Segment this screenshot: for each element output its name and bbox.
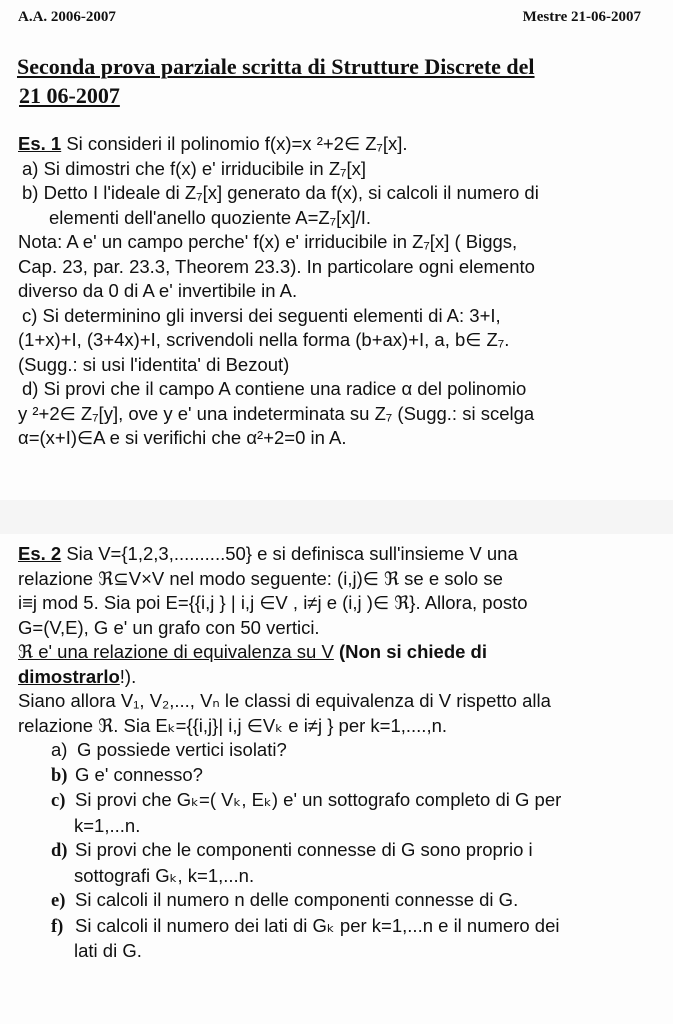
es1-part-b: b) Detto I l'ideale di Z₇[x] generato da f(x), si calcoli il numero di	[22, 182, 539, 203]
es2-item-e: e) Si calcoli il numero n delle componenti connesse di G.	[51, 889, 519, 911]
es2-item-a: a) G possiede vertici isolati?	[51, 739, 287, 760]
es1-note-cont-2: diverso da 0 di A e' invertibile in A.	[18, 280, 298, 301]
es2-equivalence-note: ℜ e' una relazione di equivalenza su V (Non si chiede di	[18, 641, 487, 662]
es2-classes: Siano allora V₁, V₂,..., Vₙ le classi di equivalenza di V rispetto alla	[18, 690, 551, 711]
exam-title	[17, 52, 617, 110]
es1-part-c-cont-2: (Sugg.: si usi l'identita' di Bezout)	[18, 353, 290, 375]
es1-part-d-cont-1: y ²+2∈ Z₇[y], ove y e' una indeterminata su Z₇ (Sugg.: si scelga	[18, 402, 535, 424]
exercise-2	[18, 542, 658, 964]
es1-note: Nota: A e' un campo perche' f(x) e' irriducibile in Z₇[x] ( Biggs,	[18, 231, 518, 252]
es2-line-4: G=(V,E), G e' un grafo con 50 vertici.	[18, 616, 320, 638]
es1-part-c-cont-1: (1+x)+I, (3+4x)+I, scrivendoli nella forma (b+ax)+I, a, b∈ Z₇.	[18, 329, 510, 350]
es1-label: Es. 1	[18, 133, 62, 154]
es2-line-3: i≡j mod 5. Sia poi E={{i,j } | i,j ∈V , i≠j e (i,j )∈ ℜ}. Allora, posto	[18, 592, 528, 613]
es2-item-f: f) Si calcoli il numero dei lati di Gₖ per k=1,...n e il numero dei	[51, 914, 560, 937]
es1-part-d-cont-2: α=(x+I)∈A e si verifichi che α²+2=0 in A.	[18, 427, 347, 448]
es2-item-f-cont: lati di G.	[74, 940, 142, 961]
es2-classes-cont: relazione ℜ. Sia Eₖ={{i,j}| i,j ∈Vₖ e i≠j } per k=1,....,n.	[18, 714, 448, 736]
es2-line-2: relazione ℜ⊆V×V nel modo seguente: (i,j)∈ ℜ se e solo se	[18, 567, 503, 589]
es1-part-b-cont: elementi dell'anello quoziente A=Z₇[x]/I.	[49, 206, 372, 228]
es2-equivalence-note-cont: dimostrarlo!).	[18, 665, 137, 687]
es1-intro: Es. 1 Si consideri il polinomio f(x)=x ²+2∈ Z₇[x].	[18, 133, 408, 154]
es2-item-c-cont: k=1,...n.	[74, 814, 141, 836]
es2-label: Es. 2	[18, 543, 62, 564]
es2-item-c: c) Si provi che Gₖ=( Vₖ, Eₖ) e' un sottografo completo di G per	[51, 789, 562, 811]
place-date: Mestre 21-06-2007	[522, 9, 641, 25]
es1-part-d: d) Si provi che il campo A contiene una radice α del polinomio	[22, 378, 527, 399]
scan-shading	[0, 500, 673, 534]
academic-year: A.A. 2006-2007	[18, 9, 116, 25]
title-line-1: Seconda prova parziale scritta di Strutture Discrete del	[17, 54, 535, 79]
es2-item-d-cont: sottografi Gₖ, k=1,...n.	[74, 864, 255, 886]
exercise-1	[18, 132, 658, 451]
es1-part-a: a) Si dimostri che f(x) e' irriducibile in Z₇[x]	[22, 157, 367, 179]
es2-item-b: b) G e' connesso?	[51, 763, 203, 786]
es1-part-c: c) Si determinino gli inversi dei seguenti elementi di A: 3+I,	[22, 304, 501, 326]
title-line-2: 21 06-2007	[19, 83, 120, 108]
es1-note-cont-1: Cap. 23, par. 23.3, Theorem 23.3). In particolare ogni elemento	[18, 255, 535, 277]
es2-item-d: d) Si provi che le componenti connesse di G sono proprio i	[51, 839, 533, 861]
es2-intro: Es. 2 Sia V={1,2,3,..........50} e si definisca sull'insieme V una	[18, 543, 518, 564]
